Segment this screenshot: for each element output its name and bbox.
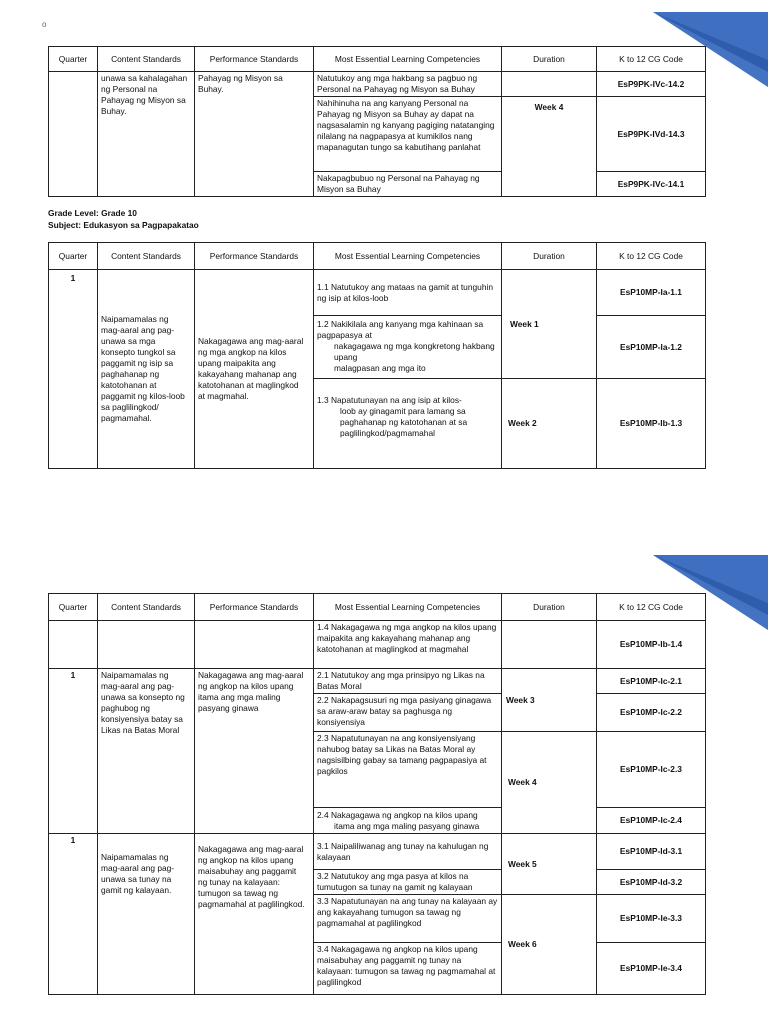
- header-quarter: Quarter: [49, 47, 98, 72]
- melc-line: itama ang mga maling pasyang ginawa: [334, 820, 480, 831]
- melc-cell: 1.1 Natutukoy ang mataas na gamit at tunguhin ng isip at kilos-loob: [314, 270, 502, 316]
- duration-cell: Week 5: [502, 834, 597, 895]
- code-cell: EsP10MP-Id-3.1: [597, 834, 706, 870]
- melc-line: loob ay ginagamit para lamang sa paghahanap ng katotohanan at sa paglilingkod/pagmamahal: [340, 406, 468, 438]
- melc-cell: 2.2 Nakapagsusuri ng mga pasiyang ginagawa sa araw-araw batay sa paghusga ng konsiyensiya: [314, 694, 502, 732]
- table-header-row: [49, 243, 706, 270]
- header-performance-standards: Performance Standards: [195, 243, 314, 270]
- header-melc: Most Essential Learning Competencies: [314, 594, 502, 621]
- code-cell: EsP10MP-Ib-1.3: [597, 379, 706, 469]
- content-standard-cell: Naipamamalas ng mag-aaral ang pag-unawa sa konsepto ng paghubog ng konsiyensiya batay sa Likas na Batas Moral: [98, 669, 195, 834]
- duration-cell: Week 3: [502, 669, 597, 732]
- melc-cell: 3.4 Nakagagawa ng angkop na kilos upang maisabuhay ang paggamit ng tunay na kalayaan: tumugon sa tawag ng pagmamahal at paglilingkod: [314, 943, 502, 995]
- table-header-row: [49, 594, 706, 621]
- code-cell: EsP9PK-IVc-14.2: [597, 72, 706, 97]
- duration-cell: [502, 72, 597, 97]
- content-standard-cell: Naipamamalas ng mag-aaral ang pag-unawa sa mga konsepto tungkol sa paggamit ng isip sa paghahanap ng katotohanan at paggamit ng kilos-loob sa paglilingkod/ pagmamahal.: [98, 270, 195, 469]
- duration-cell: Week 2: [502, 379, 597, 469]
- quarter-cell: 1: [49, 270, 98, 469]
- table-row: [49, 72, 706, 97]
- performance-standard-cell: Nakagagawa ang mag-aaral ng mga angkop na kilos upang maipakita ang kakayahang mahanap ang katotohanan at maglingkod at magmahal.: [195, 270, 314, 469]
- header-performance-standards: Performance Standards: [195, 47, 314, 72]
- melc-line: nakagagawa ng mga kongkretong hakbang upang: [334, 341, 495, 362]
- table-row: [49, 669, 706, 694]
- code-cell: EsP10MP-Ie-3.4: [597, 943, 706, 995]
- header-performance-standards: Performance Standards: [195, 594, 314, 621]
- quarter-cell: [49, 72, 98, 197]
- header-duration: Duration: [502, 243, 597, 270]
- performance-standard-cell: Nakagagawa ang mag-aaral ng angkop na kilos upang maisabuhay ang paggamit ng tunay na kalayaan: tumugon sa tawag ng pagmamahal at paglilingkod.: [195, 834, 314, 995]
- subject: Subject: Edukasyon sa Pagpapakatao: [48, 220, 199, 230]
- melc-cell: [314, 379, 502, 469]
- code-cell: EsP9PK-IVd-14.3: [597, 97, 706, 172]
- competency-table-grade10-part2: [48, 593, 706, 995]
- competency-table-grade9: [48, 46, 706, 197]
- duration-cell: Week 4: [502, 97, 597, 197]
- header-quarter: Quarter: [49, 243, 98, 270]
- melc-cell: Nahihinuha na ang kanyang Personal na Pahayag ng Misyon sa Buhay ay dapat na nagsasalamin ng kanyang pagiging natatanging nilalang na nagpapasya at kumikilos nang mapanagutan tungo sa kabutihang panlahat: [314, 97, 502, 172]
- melc-cell: Natutukoy ang mga hakbang sa pagbuo ng Personal na Pahayag ng Misyon sa Buhay: [314, 72, 502, 97]
- melc-line: 2.4 Nakagagawa ng angkop na kilos upang: [317, 809, 478, 820]
- header-duration: Duration: [502, 47, 597, 72]
- duration-cell: Week 4: [502, 732, 597, 834]
- code-cell: EsP10MP-Ia-1.1: [597, 270, 706, 316]
- duration-cell: Week 1: [502, 270, 597, 379]
- performance-standard-cell: Nakagagawa ang mag-aaral ng angkop na kilos upang itama ang mga maling pasyang ginawa: [195, 669, 314, 834]
- melc-cell: 2.3 Napatutunayan na ang konsiyensiyang nahubog batay sa Likas na Batas Moral ay nagsisilbing gabay sa tamang pagpapasiya at pagkilos: [314, 732, 502, 808]
- melc-cell: [314, 316, 502, 379]
- melc-cell: 2.1 Natutukoy ang mga prinsipyo ng Likas na Batas Moral: [314, 669, 502, 694]
- header-content-standards: Content Standards: [98, 243, 195, 270]
- header-content-standards: Content Standards: [98, 47, 195, 72]
- melc-line: 1.3 Napatutunayan na ang isip at kilos-: [317, 395, 462, 405]
- code-cell: EsP10MP-Ia-1.2: [597, 316, 706, 379]
- melc-cell: [314, 808, 502, 834]
- duration-cell: [502, 621, 597, 669]
- content-standard-cell: [98, 621, 195, 669]
- melc-cell: 3.3 Napatutunayan na ang tunay na kalayaan ay ang kakayahang tumugon sa tawag ng pagmamahal at paglilingkod: [314, 895, 502, 943]
- page-marker: o: [42, 20, 47, 29]
- table-row: [49, 834, 706, 870]
- header-quarter: Quarter: [49, 594, 98, 621]
- header-code: K to 12 CG Code: [597, 594, 706, 621]
- code-cell: EsP10MP-Ic-2.1: [597, 669, 706, 694]
- quarter-cell: 1: [49, 669, 98, 834]
- melc-cell: 3.2 Natutukoy ang mga pasya at kilos na tumutugon sa tunay na gamit ng kalayaan: [314, 870, 502, 895]
- header-code: K to 12 CG Code: [597, 47, 706, 72]
- code-cell: EsP10MP-Ic-2.2: [597, 694, 706, 732]
- quarter-cell: [49, 621, 98, 669]
- quarter-cell: 1: [49, 834, 98, 995]
- melc-line: 1.2 Nakikilala ang kanyang mga kahinaan sa pagpapasya at: [317, 319, 484, 340]
- code-cell: EsP9PK-IVc-14.1: [597, 172, 706, 197]
- table-row: [49, 621, 706, 669]
- competency-table-grade10-part1: [48, 242, 706, 469]
- duration-cell: Week 6: [502, 895, 597, 995]
- code-cell: EsP10MP-Id-3.2: [597, 870, 706, 895]
- code-cell: EsP10MP-Ib-1.4: [597, 621, 706, 669]
- header-melc: Most Essential Learning Competencies: [314, 243, 502, 270]
- header-duration: Duration: [502, 594, 597, 621]
- table-header-row: [49, 47, 706, 72]
- performance-standard-cell: Pahayag ng Misyon sa Buhay.: [195, 72, 314, 197]
- code-cell: EsP10MP-Ic-2.3: [597, 732, 706, 808]
- table-row: [49, 270, 706, 316]
- code-cell: EsP10MP-Ic-2.4: [597, 808, 706, 834]
- header-content-standards: Content Standards: [98, 594, 195, 621]
- code-cell: EsP10MP-Ie-3.3: [597, 895, 706, 943]
- header-code: K to 12 CG Code: [597, 243, 706, 270]
- grade-level: Grade Level: Grade 10: [48, 208, 137, 218]
- performance-standard-cell: [195, 621, 314, 669]
- melc-cell: 1.4 Nakagagawa ng mga angkop na kilos upang maipakita ang kakayahang mahanap ang katotohanan at maglingkod at magmahal: [314, 621, 502, 669]
- melc-cell: Nakapagbubuo ng Personal na Pahayag ng Misyon sa Buhay: [314, 172, 502, 197]
- content-standard-cell: Naipamamalas ng mag-aaral ang pag-unawa sa tunay na gamit ng kalayaan.: [98, 834, 195, 995]
- content-standard-cell: unawa sa kahalagahan ng Personal na Pahayag ng Misyon sa Buhay.: [98, 72, 195, 197]
- melc-line: malagpasan ang mga ito: [334, 363, 426, 373]
- header-melc: Most Essential Learning Competencies: [314, 47, 502, 72]
- melc-cell: 3.1 Naipaliliwanag ang tunay na kahulugan ng kalayaan: [314, 834, 502, 870]
